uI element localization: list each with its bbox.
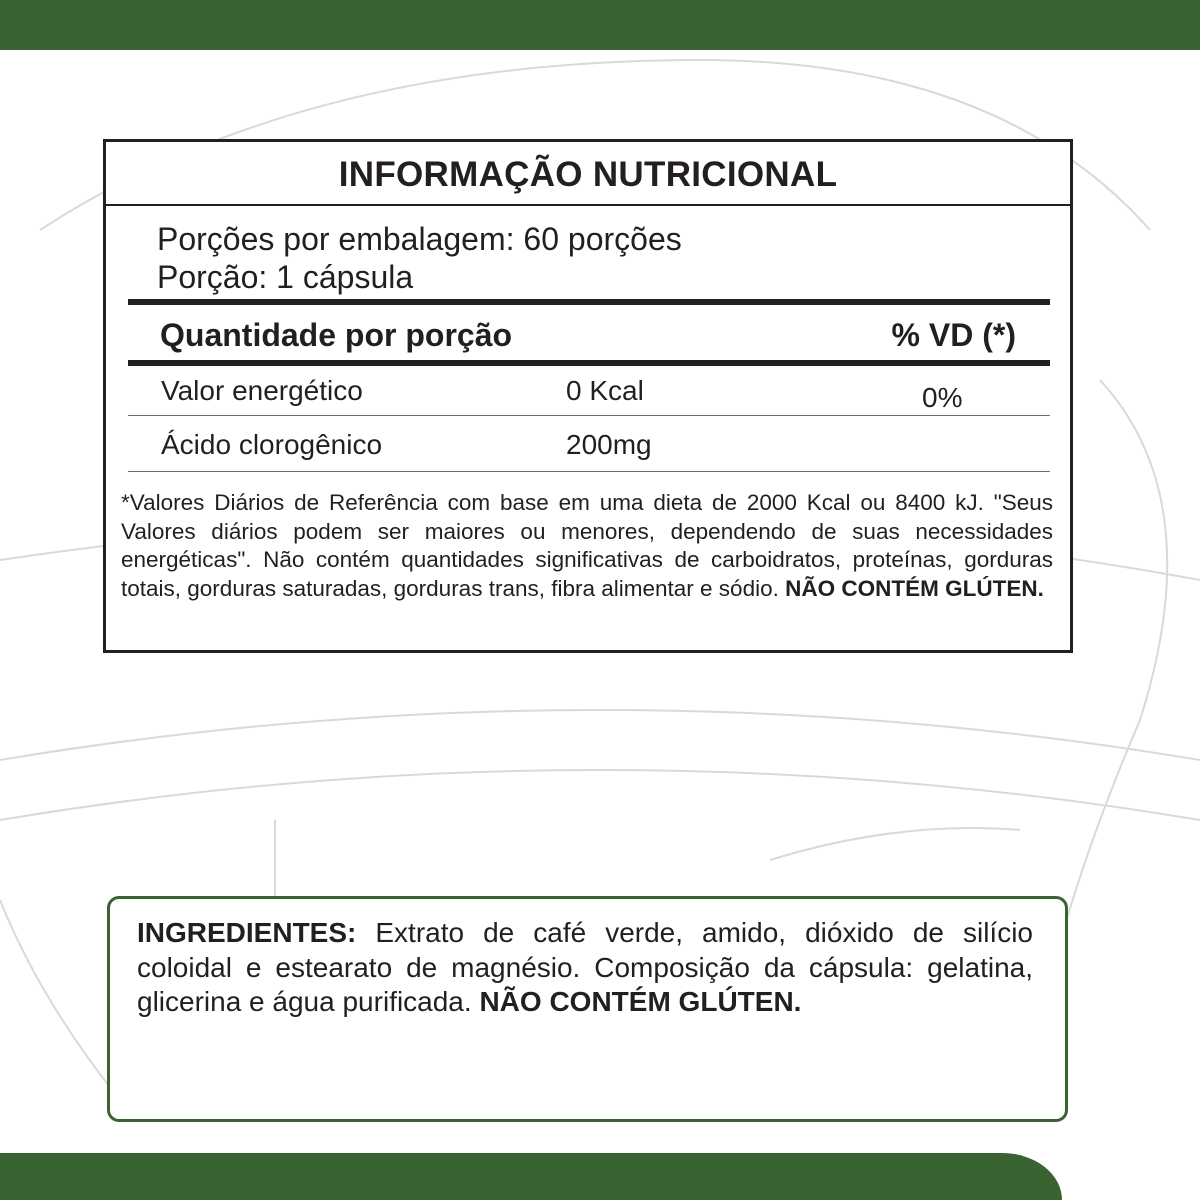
serving-info [157, 220, 682, 296]
divider-thick [128, 360, 1050, 366]
serving-size: Porção: 1 cápsula [157, 259, 414, 295]
divider-thick [128, 299, 1050, 305]
footnote-text: *Valores Diários de Referência com base em uma dieta de 2000 Kcal ou 8400 kJ. "Seus Valores diários podem ser maiores ou menores, dependendo de suas necessidades energéticas". Não contém quantidades significativas de carboidratos, proteínas, gorduras totais, gorduras saturadas, gorduras trans, fibra alimentar e sódio. [121, 490, 1053, 601]
servings-per-package: Porções por embalagem: 60 porções [157, 221, 682, 257]
ingredients-box [107, 896, 1068, 1122]
nutrient-daily-value: 0% [922, 382, 963, 413]
ingredients-label: INGREDIENTES: [137, 917, 357, 948]
ingredients-paragraph [137, 916, 1033, 1020]
nutrient-name: Ácido clorogênico [161, 429, 383, 460]
daily-values-footnote [121, 489, 1053, 603]
gluten-free-note: NÃO CONTÉM GLÚTEN. [479, 986, 802, 1017]
nutrition-facts-table [103, 139, 1073, 653]
daily-value-header: % VD (*) [891, 317, 1016, 353]
quantity-per-serving-header: Quantidade por porção [160, 317, 513, 353]
nutrient-name: Valor energético [161, 375, 363, 406]
gluten-free-note: NÃO CONTÉM GLÚTEN. [785, 575, 1044, 601]
divider-thin [128, 415, 1050, 416]
bottom-brand-bar [0, 1153, 1062, 1200]
nutrient-amount: 200mg [566, 429, 652, 460]
ingredients-list: Extrato de café verde, amido, dióxido de silício coloidal e estearato de magnésio. Composição da cápsula: gelatina, glicerina e água purificada. [137, 917, 1033, 1017]
nutrition-title: INFORMAÇÃO NUTRICIONAL [106, 142, 1070, 206]
nutrient-amount: 0 Kcal [566, 375, 644, 406]
divider-thin [128, 471, 1050, 472]
